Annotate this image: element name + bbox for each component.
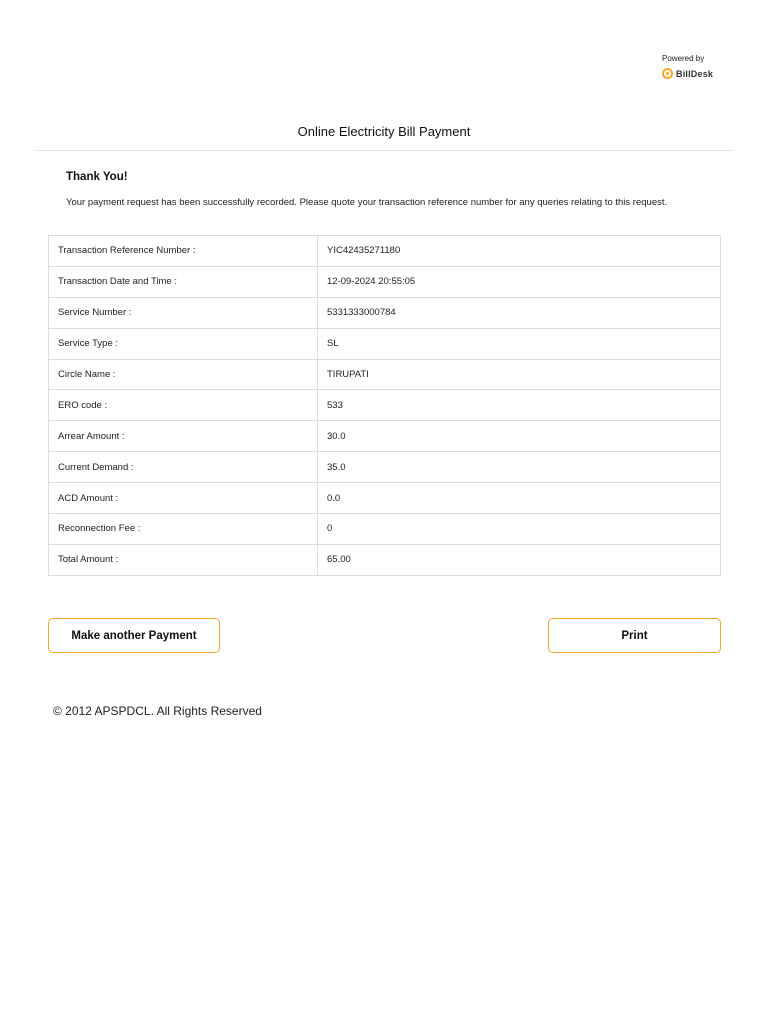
row-value: 30.0 bbox=[318, 421, 721, 452]
row-label: Total Amount : bbox=[49, 544, 318, 575]
row-value: 5331333000784 bbox=[318, 297, 721, 328]
row-label: ERO code : bbox=[49, 390, 318, 421]
powered-by-badge bbox=[662, 54, 732, 79]
billdesk-icon bbox=[662, 68, 673, 79]
row-value: YIC42435271180 bbox=[318, 236, 721, 267]
transaction-details-table bbox=[48, 235, 721, 576]
row-label: Service Number : bbox=[49, 297, 318, 328]
row-value: 533 bbox=[318, 390, 721, 421]
billdesk-logo bbox=[662, 68, 732, 79]
table-row bbox=[49, 452, 721, 483]
powered-by-label: Powered by bbox=[662, 54, 705, 63]
print-button[interactable]: Print bbox=[548, 618, 721, 653]
row-value: 35.0 bbox=[318, 452, 721, 483]
row-value: 0 bbox=[318, 514, 721, 545]
table-row bbox=[49, 514, 721, 545]
row-label: Service Type : bbox=[49, 328, 318, 359]
page-title: Online Electricity Bill Payment bbox=[297, 124, 471, 139]
title-divider bbox=[36, 150, 733, 151]
row-label: Transaction Date and Time : bbox=[49, 266, 318, 297]
table-row bbox=[49, 359, 721, 390]
table-row bbox=[49, 544, 721, 575]
row-label: Transaction Reference Number : bbox=[49, 236, 318, 267]
table-row bbox=[49, 421, 721, 452]
row-label: Arrear Amount : bbox=[49, 421, 318, 452]
row-label: Reconnection Fee : bbox=[49, 514, 318, 545]
row-label: ACD Amount : bbox=[49, 483, 318, 514]
copyright-footer: © 2012 APSPDCL. All Rights Reserved bbox=[53, 704, 262, 718]
row-value: 12-09-2024 20:55:05 bbox=[318, 266, 721, 297]
table-row bbox=[49, 236, 721, 267]
row-value: 65.00 bbox=[318, 544, 721, 575]
table-row bbox=[49, 297, 721, 328]
table-row bbox=[49, 483, 721, 514]
table-row bbox=[49, 266, 721, 297]
row-value: 0.0 bbox=[318, 483, 721, 514]
row-label: Circle Name : bbox=[49, 359, 318, 390]
table-row bbox=[49, 328, 721, 359]
billdesk-brand-name: BillDesk bbox=[676, 68, 714, 79]
make-another-payment-button[interactable]: Make another Payment bbox=[48, 618, 220, 653]
table-row bbox=[49, 390, 721, 421]
confirmation-message: Your payment request has been successfully recorded. Please quote your transaction reference number for any queries relating to this request. bbox=[66, 197, 668, 208]
row-value: TIRUPATI bbox=[318, 359, 721, 390]
row-label: Current Demand : bbox=[49, 452, 318, 483]
thank-you-heading: Thank You! bbox=[66, 171, 128, 183]
row-value: SL bbox=[318, 328, 721, 359]
